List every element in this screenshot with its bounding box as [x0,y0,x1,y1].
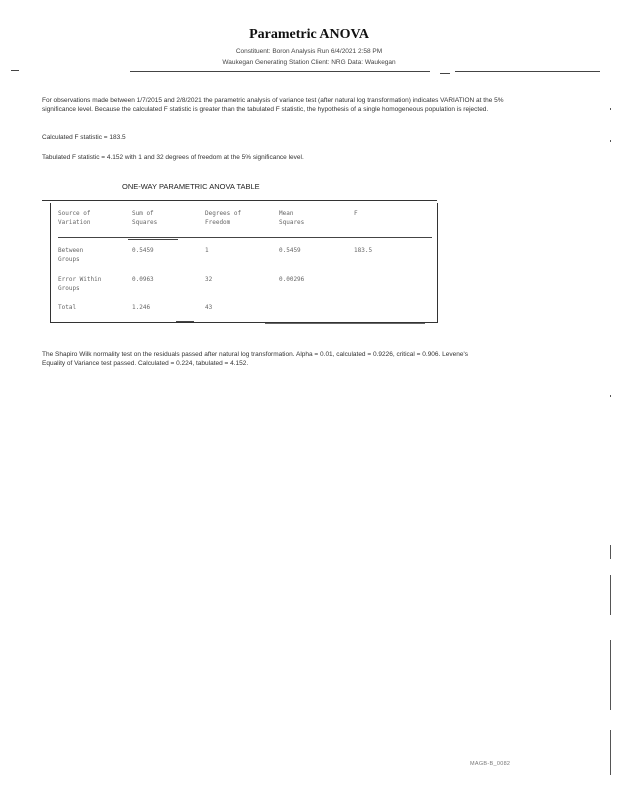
header-f: F [354,210,358,217]
header-source: Source of Variation [58,210,91,226]
table-row-total-source: Total [58,304,77,311]
page-title: Parametric ANOVA [249,27,369,42]
calculated-f-statistic: Calculated F statistic = 183.5 [42,134,126,141]
cell-error-ms: 0.00296 [279,276,305,283]
cell-between-f: 183.5 [354,247,373,254]
margin-tick [610,730,611,775]
result-paragraph: For observations made between 1/7/2015 and 2/8/2021 the parametric analysis of variance test (after natural log transformation) indicates VARIATION at the 5% significance level. Because the calculated F statistic is greater than the tabulated F statistic, the hypothesis of a single homogeneous population is rejected. [42,97,504,113]
header-mean-squares: Mean Squares [279,210,305,226]
margin-tick [610,575,611,615]
header-degrees-of-freedom: Degrees of Freedom [205,210,242,226]
margin-mark [440,73,450,74]
header-rule [130,71,430,72]
margin-tick [610,545,611,559]
anova-table-title: ONE-WAY PARAMETRIC ANOVA TABLE [122,182,260,191]
table-header-rule [58,237,432,238]
subtitle-analysis: Constituent: Boron Analysis Run 6/4/2021 2:58 PM [235,48,383,55]
table-row-error-source: Error Within Groups [58,276,102,292]
table-top-rule [42,200,437,201]
table-mark [176,321,194,322]
footer-doc-id: MAGB-B_0082 [470,761,511,767]
table-mark [128,239,178,240]
table-mark [265,323,425,324]
cell-error-df: 32 [205,276,213,283]
margin-tick [610,640,611,710]
margin-mark [11,70,19,71]
cell-between-ss: 0.5459 [132,247,154,254]
cell-between-df: 1 [205,247,209,254]
cell-between-ms: 0.5459 [279,247,301,254]
cell-total-df: 43 [205,304,213,311]
subtitle-site: Waukegan Generating Station Client: NRG Data: Waukegan [222,59,396,66]
margin-tick [610,108,611,110]
header-rule-right [455,71,600,72]
normality-test-paragraph: The Shapiro Wilk normality test on the residuals passed after natural log transformation. Alpha = 0.01, calculated = 0.9226, critical = 0.906. Levene's Equality of Variance test passed. Calculated = 0.224, tabulated = 4.152. [42,351,468,367]
anova-table [50,203,438,323]
table-row-between-source: Between Groups [58,247,84,263]
margin-tick [610,140,611,142]
header-sum-of-squares: Sum of Squares [132,210,158,226]
tabulated-f-statistic: Tabulated F statistic = 4.152 with 1 and 32 degrees of freedom at the 5% significance level. [42,154,304,161]
cell-total-ss: 1.246 [132,304,151,311]
margin-tick [610,395,611,397]
cell-error-ss: 0.0963 [132,276,154,283]
